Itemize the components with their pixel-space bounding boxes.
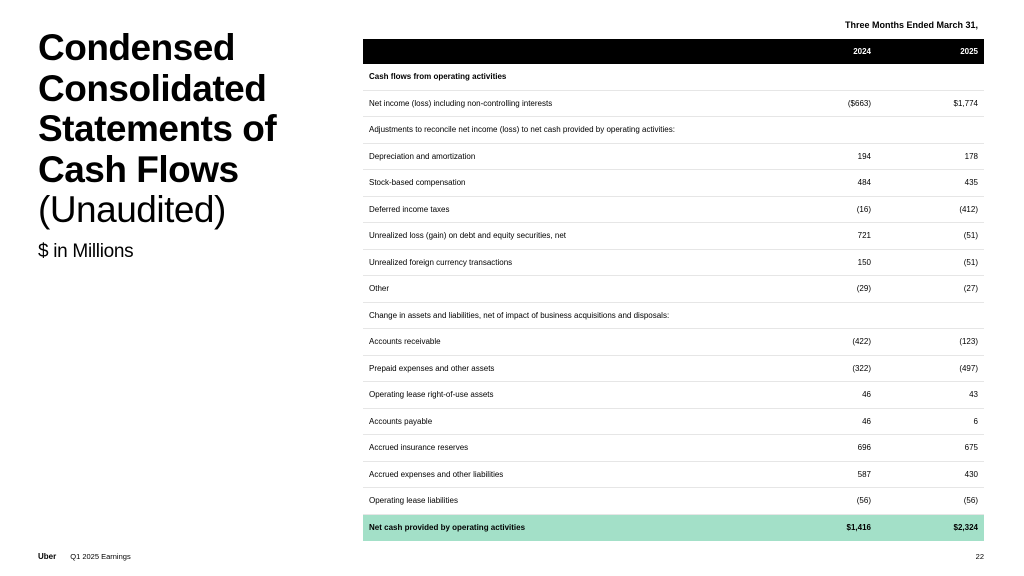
table-row [363,462,984,489]
row-value-2024: 484 [857,178,871,188]
title-line: Condensed [38,27,235,68]
total-row [363,515,984,541]
table-row [363,303,984,330]
row-label: Other [369,284,390,294]
row-label: Accrued expenses and other liabilities [369,469,504,479]
table-row [363,329,984,356]
row-value-2025: (51) [963,257,978,267]
table-row [363,117,984,144]
total-value-2024: $1,416 [846,523,871,532]
row-value-2025: 178 [964,151,978,161]
row-label: Depreciation and amortization [369,151,476,161]
units-subtitle: $ in Millions [38,241,134,262]
row-value-2024: 587 [857,469,871,479]
table-row [363,223,984,250]
row-value-2024: 46 [862,390,871,400]
row-value-2025: $1,774 [953,98,978,108]
row-value-2024: ($663) [847,98,871,108]
row-value-2025: (412) [959,204,978,214]
row-label: Operating lease liabilities [369,496,458,506]
page-title [38,28,338,231]
table-row [363,197,984,224]
row-value-2024: (56) [856,496,871,506]
footer [38,552,131,561]
row-label: Unrealized loss (gain) on debt and equity securities, net [369,231,566,241]
row-value-2024: 46 [862,416,871,426]
row-value-2024: 696 [857,443,871,453]
row-value-2025: 43 [969,390,978,400]
row-label: Accounts payable [369,416,433,426]
title-line: (Unaudited) [38,189,226,230]
row-value-2025: (497) [959,363,978,373]
row-value-2024: (422) [852,337,871,347]
row-value-2025: (51) [963,231,978,241]
cash-flow-table [363,39,984,541]
row-value-2025: 435 [964,178,978,188]
table-body [363,64,984,515]
section-header-row [363,64,984,91]
row-value-2024: 721 [857,231,871,241]
table-row [363,382,984,409]
row-value-2025: (27) [963,284,978,294]
column-header-2024: 2024 [853,47,871,56]
row-value-2025: (56) [963,496,978,506]
row-value-2025: 6 [973,416,978,426]
table-row [363,276,984,303]
brand-logo: Uber [38,552,57,561]
table-row [363,250,984,277]
row-label: Unrealized foreign currency transactions [369,257,513,267]
row-label: Accrued insurance reserves [369,443,469,453]
row-value-2024: 194 [857,151,871,161]
title-line: Statements of [38,108,277,149]
title-line: Cash Flows [38,148,239,190]
row-value-2024: (29) [856,284,871,294]
row-value-2024: 150 [857,257,871,267]
row-label: Accounts receivable [369,337,441,347]
column-header-2025: 2025 [960,47,978,56]
title-line: Consolidated [38,67,267,109]
row-label: Cash flows from operating activities [369,72,507,82]
table-header [363,39,984,64]
row-label: Operating lease right-of-use assets [369,390,494,400]
total-label: Net cash provided by operating activities [369,523,526,532]
table-row [363,409,984,436]
row-label: Change in assets and liabilities, net of impact of business acquisitions and disposals: [369,310,670,320]
row-label: Adjustments to reconcile net income (loss) to net cash provided by operating activities: [369,125,675,135]
table-row [363,488,984,515]
row-value-2025: 675 [964,443,978,453]
row-value-2025: (123) [959,337,978,347]
row-label: Deferred income taxes [369,204,450,214]
row-label: Stock-based compensation [369,178,466,188]
page-number: 22 [975,552,984,561]
table-row [363,144,984,171]
document-name: Q1 2025 Earnings [70,552,131,561]
table-row [363,435,984,462]
table-row [363,170,984,197]
table-row [363,91,984,118]
row-value-2024: (322) [852,363,871,373]
row-label: Prepaid expenses and other assets [369,363,495,373]
total-value-2025: $2,324 [953,523,978,532]
row-value-2025: 430 [964,469,978,479]
row-label: Net income (loss) including non-controlling interests [369,98,553,108]
table-row [363,356,984,383]
period-label: Three Months Ended March 31, [844,20,978,30]
row-value-2024: (16) [856,204,871,214]
